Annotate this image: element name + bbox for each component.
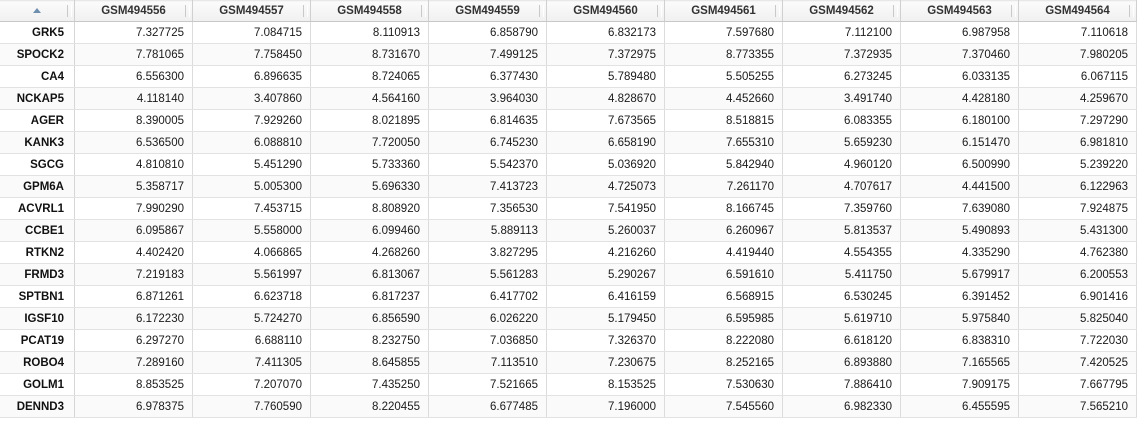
table-cell: 6.595985 [665, 308, 783, 330]
column-header-sample-4[interactable] [547, 1, 665, 22]
table-cell: 6.536500 [75, 132, 193, 154]
table-cell: 5.842940 [665, 154, 783, 176]
table-header [0, 1, 1137, 22]
table-cell: 6.151470 [901, 132, 1019, 154]
table-cell: 6.417702 [429, 286, 547, 308]
table-cell: 3.407860 [193, 88, 311, 110]
column-resize-handle[interactable] [303, 5, 308, 17]
column-header-sample-1[interactable] [193, 1, 311, 22]
table-cell: 6.556300 [75, 66, 193, 88]
row-header-gene: DENND3 [0, 396, 75, 418]
column-resize-handle[interactable] [421, 5, 426, 17]
table-cell: 8.645855 [311, 352, 429, 374]
table-row[interactable] [0, 242, 1137, 264]
table-row[interactable] [0, 330, 1137, 352]
row-header-gene: IGSF10 [0, 308, 75, 330]
table-cell: 6.530245 [783, 286, 901, 308]
table-cell: 6.416159 [547, 286, 665, 308]
table-cell: 8.232750 [311, 330, 429, 352]
table-cell: 7.036850 [429, 330, 547, 352]
table-cell: 5.542370 [429, 154, 547, 176]
column-header-label: GSM494560 [573, 5, 638, 17]
table-cell: 4.402420 [75, 242, 193, 264]
table-cell: 5.561997 [193, 264, 311, 286]
table-cell: 6.893880 [783, 352, 901, 374]
table-cell: 4.828670 [547, 88, 665, 110]
table-cell: 6.618120 [783, 330, 901, 352]
table-cell: 7.720050 [311, 132, 429, 154]
table-cell: 6.978375 [75, 396, 193, 418]
table-cell: 6.814635 [429, 110, 547, 132]
table-cell: 6.858790 [429, 22, 547, 44]
table-cell: 6.083355 [783, 110, 901, 132]
table-cell: 4.441500 [901, 176, 1019, 198]
table-cell: 8.518815 [665, 110, 783, 132]
table-cell: 6.095867 [75, 220, 193, 242]
table-cell: 5.005300 [193, 176, 311, 198]
table-cell: 8.731670 [311, 44, 429, 66]
table-cell: 7.370460 [901, 44, 1019, 66]
table-cell: 8.110913 [311, 22, 429, 44]
table-row[interactable] [0, 44, 1137, 66]
table-cell: 7.886410 [783, 374, 901, 396]
table-cell: 5.975840 [901, 308, 1019, 330]
table-row[interactable] [0, 88, 1137, 110]
table-cell: 7.545560 [665, 396, 783, 418]
table-cell: 7.597680 [665, 22, 783, 44]
table-cell: 7.113510 [429, 352, 547, 374]
column-resize-handle[interactable] [67, 5, 72, 17]
table-cell: 8.252165 [665, 352, 783, 374]
table-cell: 8.222080 [665, 330, 783, 352]
table-cell: 6.200553 [1019, 264, 1137, 286]
table-cell: 7.326370 [547, 330, 665, 352]
table-cell: 6.026220 [429, 308, 547, 330]
table-cell: 5.260037 [547, 220, 665, 242]
table-cell: 7.565210 [1019, 396, 1137, 418]
row-header-gene: GRK5 [0, 22, 75, 44]
table-cell: 4.725073 [547, 176, 665, 198]
table-row[interactable] [0, 66, 1137, 88]
table-cell: 4.259670 [1019, 88, 1137, 110]
table-cell: 7.453715 [193, 198, 311, 220]
table-cell: 4.216260 [547, 242, 665, 264]
table-cell: 7.420525 [1019, 352, 1137, 374]
table-cell: 7.289160 [75, 352, 193, 374]
table-cell: 6.088810 [193, 132, 311, 154]
table-cell: 6.377430 [429, 66, 547, 88]
column-header-label: GSM494558 [337, 5, 402, 17]
table-cell: 6.677485 [429, 396, 547, 418]
table-cell: 7.924875 [1019, 198, 1137, 220]
column-header-sample-5[interactable] [665, 1, 783, 22]
table-cell: 6.122963 [1019, 176, 1137, 198]
table-cell: 8.166745 [665, 198, 783, 220]
table-cell: 8.390005 [75, 110, 193, 132]
table-cell: 4.810810 [75, 154, 193, 176]
table-cell: 6.180100 [901, 110, 1019, 132]
table-cell: 5.724270 [193, 308, 311, 330]
table-row[interactable] [0, 132, 1137, 154]
table-cell: 7.639080 [901, 198, 1019, 220]
table-row[interactable] [0, 110, 1137, 132]
table-cell: 5.239220 [1019, 154, 1137, 176]
table-cell: 7.372935 [783, 44, 901, 66]
table-cell: 7.758450 [193, 44, 311, 66]
row-header-gene: SPTBN1 [0, 286, 75, 308]
table-cell: 6.901416 [1019, 286, 1137, 308]
table-cell: 5.290267 [547, 264, 665, 286]
table-cell: 6.688110 [193, 330, 311, 352]
table-cell: 6.500990 [901, 154, 1019, 176]
table-cell: 3.964030 [429, 88, 547, 110]
table-cell: 7.165565 [901, 352, 1019, 374]
column-resize-handle[interactable] [185, 5, 190, 17]
table-cell: 6.591610 [665, 264, 783, 286]
row-header-gene: RTKN2 [0, 242, 75, 264]
table-cell: 4.066865 [193, 242, 311, 264]
row-header-gene: SGCG [0, 154, 75, 176]
column-resize-handle[interactable] [1129, 5, 1134, 17]
table-cell: 8.773355 [665, 44, 783, 66]
table-cell: 6.981810 [1019, 132, 1137, 154]
table-cell: 7.929260 [193, 110, 311, 132]
table-row[interactable] [0, 264, 1137, 286]
table-cell: 7.110618 [1019, 22, 1137, 44]
table-cell: 6.033135 [901, 66, 1019, 88]
table-cell: 8.021895 [311, 110, 429, 132]
table-cell: 7.219183 [75, 264, 193, 286]
table-cell: 6.273245 [783, 66, 901, 88]
table-cell: 5.561283 [429, 264, 547, 286]
table-cell: 6.813067 [311, 264, 429, 286]
table-cell: 7.499125 [429, 44, 547, 66]
table-cell: 5.036920 [547, 154, 665, 176]
table-cell: 7.667795 [1019, 374, 1137, 396]
table-cell: 4.554355 [783, 242, 901, 264]
column-header-gene[interactable] [0, 1, 75, 22]
column-header-label: GSM494559 [455, 5, 520, 17]
table-row[interactable] [0, 22, 1137, 44]
table-cell: 8.153525 [547, 374, 665, 396]
table-cell: 6.838310 [901, 330, 1019, 352]
table-cell: 4.707617 [783, 176, 901, 198]
row-header-gene: PCAT19 [0, 330, 75, 352]
table-cell: 7.530630 [665, 374, 783, 396]
table-cell: 6.455595 [901, 396, 1019, 418]
table-cell: 4.452660 [665, 88, 783, 110]
table-cell: 7.327725 [75, 22, 193, 44]
table-cell: 4.268260 [311, 242, 429, 264]
table-cell: 7.207070 [193, 374, 311, 396]
table-cell: 5.179450 [547, 308, 665, 330]
table-cell: 5.490893 [901, 220, 1019, 242]
table-cell: 7.372975 [547, 44, 665, 66]
table-cell: 6.067115 [1019, 66, 1137, 88]
table-cell: 5.789480 [547, 66, 665, 88]
table-cell: 6.982330 [783, 396, 901, 418]
row-header-gene: FRMD3 [0, 264, 75, 286]
table-cell: 8.853525 [75, 374, 193, 396]
column-header-label: GSM494564 [1045, 5, 1110, 17]
table-row[interactable] [0, 352, 1137, 374]
table-row[interactable] [0, 396, 1137, 418]
table-cell: 5.558000 [193, 220, 311, 242]
header-row [0, 1, 1137, 22]
table-cell: 4.335290 [901, 242, 1019, 264]
column-header-sample-3[interactable] [429, 1, 547, 22]
table-cell: 7.435250 [311, 374, 429, 396]
table-cell: 5.451290 [193, 154, 311, 176]
table-cell: 4.564160 [311, 88, 429, 110]
table-cell: 5.659230 [783, 132, 901, 154]
column-header-sample-8[interactable] [1019, 1, 1137, 22]
table-row[interactable] [0, 308, 1137, 330]
column-header-sample-6[interactable] [783, 1, 901, 22]
table-cell: 7.990290 [75, 198, 193, 220]
table-cell: 7.722030 [1019, 330, 1137, 352]
table-cell: 6.099460 [311, 220, 429, 242]
table-cell: 4.762380 [1019, 242, 1137, 264]
table-row[interactable] [0, 220, 1137, 242]
table-cell: 8.724065 [311, 66, 429, 88]
table-cell: 7.359760 [783, 198, 901, 220]
column-header-sample-7[interactable] [901, 1, 1019, 22]
row-header-gene: SPOCK2 [0, 44, 75, 66]
column-header-label: GSM494562 [809, 5, 874, 17]
column-resize-handle[interactable] [1011, 5, 1016, 17]
table-row[interactable] [0, 286, 1137, 308]
table-row[interactable] [0, 154, 1137, 176]
column-resize-handle[interactable] [893, 5, 898, 17]
table-cell: 5.411750 [783, 264, 901, 286]
table-cell: 5.889113 [429, 220, 547, 242]
sort-ascending-caret-icon [33, 8, 41, 13]
table-cell: 6.745230 [429, 132, 547, 154]
column-header-sample-2[interactable] [311, 1, 429, 22]
table-cell: 7.297290 [1019, 110, 1137, 132]
table-cell: 4.428180 [901, 88, 1019, 110]
table-cell: 7.413723 [429, 176, 547, 198]
table-cell: 6.297270 [75, 330, 193, 352]
table-cell: 3.491740 [783, 88, 901, 110]
table-cell: 7.230675 [547, 352, 665, 374]
table-row[interactable] [0, 198, 1137, 220]
table-row[interactable] [0, 176, 1137, 198]
table-cell: 7.356530 [429, 198, 547, 220]
table-cell: 6.391452 [901, 286, 1019, 308]
table-cell: 7.655310 [665, 132, 783, 154]
column-header-label: GSM494556 [101, 5, 166, 17]
row-header-gene: CCBE1 [0, 220, 75, 242]
column-header-sample-0[interactable] [75, 1, 193, 22]
table-cell: 6.658190 [547, 132, 665, 154]
table-cell: 5.619710 [783, 308, 901, 330]
table-cell: 6.896635 [193, 66, 311, 88]
column-header-label: GSM494557 [219, 5, 284, 17]
table-cell: 4.419440 [665, 242, 783, 264]
table-cell: 7.673565 [547, 110, 665, 132]
table-cell: 6.856590 [311, 308, 429, 330]
column-header-label: GSM494563 [927, 5, 992, 17]
table-cell: 6.832173 [547, 22, 665, 44]
table-cell: 6.817237 [311, 286, 429, 308]
table-cell: 5.358717 [75, 176, 193, 198]
table-cell: 7.980205 [1019, 44, 1137, 66]
table-cell: 4.118140 [75, 88, 193, 110]
table-cell: 7.411305 [193, 352, 311, 374]
table-cell: 5.696330 [311, 176, 429, 198]
table-cell: 5.431300 [1019, 220, 1137, 242]
table-cell: 6.871261 [75, 286, 193, 308]
column-header-label: GSM494561 [691, 5, 756, 17]
table-cell: 7.521665 [429, 374, 547, 396]
table-body [0, 22, 1137, 418]
row-header-gene: AGER [0, 110, 75, 132]
table-cell: 5.813537 [783, 220, 901, 242]
table-cell: 6.568915 [665, 286, 783, 308]
table-cell: 7.084715 [193, 22, 311, 44]
table-cell: 3.827295 [429, 242, 547, 264]
row-header-gene: KANK3 [0, 132, 75, 154]
row-header-gene: NCKAP5 [0, 88, 75, 110]
row-header-gene: CA4 [0, 66, 75, 88]
row-header-gene: ROBO4 [0, 352, 75, 374]
table-cell: 7.112100 [783, 22, 901, 44]
table-cell: 7.909175 [901, 374, 1019, 396]
table-cell: 6.260967 [665, 220, 783, 242]
row-header-gene: GOLM1 [0, 374, 75, 396]
table-cell: 5.825040 [1019, 308, 1137, 330]
column-resize-handle[interactable] [539, 5, 544, 17]
table-cell: 6.172230 [75, 308, 193, 330]
table-cell: 7.196000 [547, 396, 665, 418]
table-cell: 8.808920 [311, 198, 429, 220]
table-cell: 6.987958 [901, 22, 1019, 44]
column-resize-handle[interactable] [775, 5, 780, 17]
table-cell: 7.541950 [547, 198, 665, 220]
table-cell: 8.220455 [311, 396, 429, 418]
table-cell: 5.733360 [311, 154, 429, 176]
table-cell: 7.261170 [665, 176, 783, 198]
table-cell: 5.505255 [665, 66, 783, 88]
column-resize-handle[interactable] [657, 5, 662, 17]
table-cell: 7.760590 [193, 396, 311, 418]
table-cell: 7.781065 [75, 44, 193, 66]
table-cell: 5.679917 [901, 264, 1019, 286]
table-row[interactable] [0, 374, 1137, 396]
row-header-gene: GPM6A [0, 176, 75, 198]
table-cell: 4.960120 [783, 154, 901, 176]
table-cell: 6.623718 [193, 286, 311, 308]
row-header-gene: ACVRL1 [0, 198, 75, 220]
